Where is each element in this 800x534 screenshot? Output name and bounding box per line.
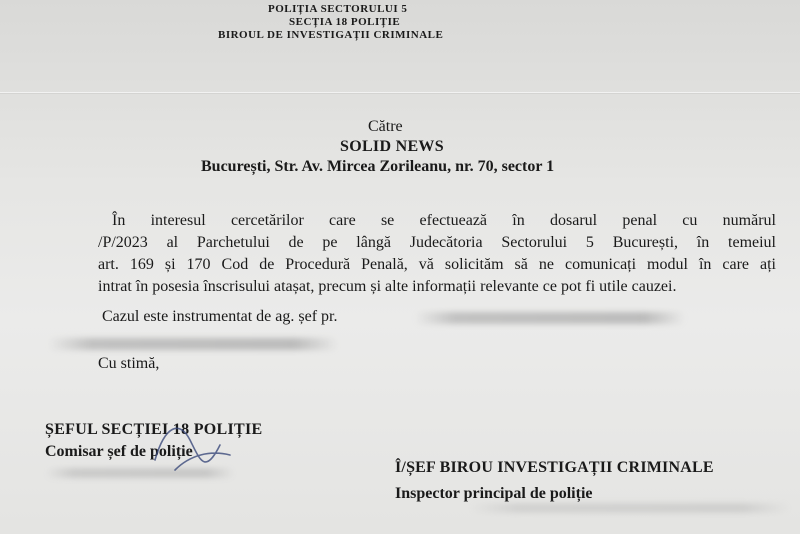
closing-greeting: Cu stimă, <box>98 355 160 372</box>
body-paragraph-4 <box>98 276 778 298</box>
left-signature-rank: Comisar șef de poliție <box>45 443 193 460</box>
body-paragraph-2 <box>98 232 776 254</box>
right-signature-rank: Inspector principal de poliție <box>395 485 593 502</box>
redacted-right-name <box>470 503 790 513</box>
recipient-address: București, Str. Av. Mircea Zorileanu, nr. 70, sector 1 <box>201 158 555 175</box>
redacted-line <box>48 338 338 350</box>
body-paragraph <box>112 210 776 232</box>
right-signature-title: Î/ȘEF BIROU INVESTIGAȚII CRIMINALE <box>395 459 714 476</box>
paper-fold <box>0 92 800 93</box>
body-line-1: În interesul cercetărilor care se efectuează în dosarul penal cu numărul <box>112 212 776 229</box>
body-line-3: art. 169 și 170 Cod de Procedură Penală, vă solicităm să ne comunicați modul în care ați <box>98 256 776 273</box>
body-line-4: intrat în posesia înscrisului atașat, precum și alte informații relevante ce pot fi utile cauzei. <box>98 278 677 295</box>
header-line-3: BIROUL DE INVESTIGAȚII CRIMINALE <box>218 29 444 41</box>
header-line-1: POLIȚIA SECTORULUI 5 <box>268 3 408 15</box>
recipient-to: Către <box>368 118 403 135</box>
body-line-2: /P/2023 al Parchetului de pe lângă Judecătoria Sectorului 5 București, în temeiul <box>98 234 776 251</box>
case-officer-line: Cazul este instrumentat de ag. șef pr. <box>102 308 338 325</box>
redacted-officer-name <box>415 312 685 324</box>
header-line-2: SECȚIA 18 POLIȚIE <box>289 16 401 28</box>
recipient-name: SOLID NEWS <box>340 138 444 155</box>
body-paragraph-3 <box>98 254 776 276</box>
left-signature-title: ȘEFUL SECȚIEI 18 POLIȚIE <box>45 421 263 438</box>
handwritten-signature <box>135 415 235 485</box>
